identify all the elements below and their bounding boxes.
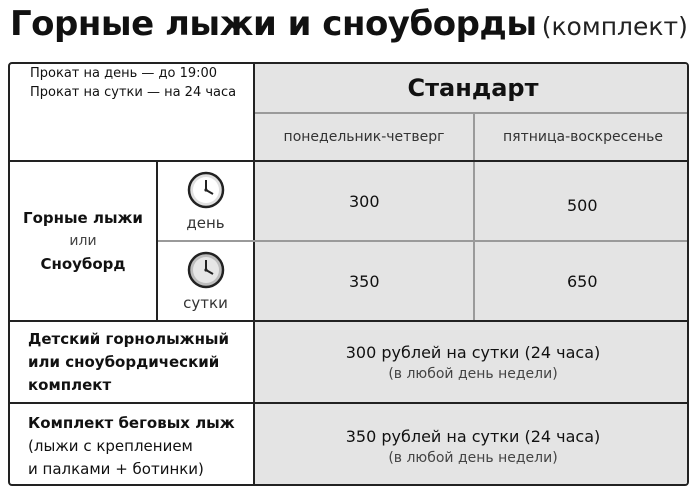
rental-info — [10, 64, 253, 160]
divider — [255, 112, 689, 114]
kids-label — [10, 322, 253, 402]
rental-24h-text: Прокат на сутки — на 24 часа — [30, 85, 237, 100]
price-value: 500 — [567, 196, 598, 215]
divider — [158, 240, 689, 242]
price-day-weekend — [475, 162, 689, 240]
period-24h-label: сутки — [183, 294, 228, 312]
price-value: 350 — [349, 272, 380, 291]
cross-country-line2: (лыжи с креплением — [28, 436, 193, 455]
cross-country-note: (в любой день недели) — [388, 449, 558, 466]
title-sub: (комплект) — [541, 12, 688, 41]
cross-country-line1: Комплект беговых лыж — [28, 413, 235, 432]
divider — [10, 402, 689, 404]
period-day-label: день — [186, 214, 225, 232]
price-value: 650 — [567, 272, 598, 291]
divider — [10, 160, 689, 162]
page-title — [10, 4, 688, 44]
divider — [253, 64, 255, 486]
kids-line3: комплект — [28, 375, 112, 394]
price-table — [8, 62, 689, 486]
equipment-label — [10, 162, 156, 320]
kids-line1: Детский горнолыжный — [28, 329, 230, 348]
kids-price-cell — [255, 322, 689, 402]
cross-country-price-cell — [255, 404, 689, 486]
clock-icon — [186, 170, 226, 210]
price-24h-weekday — [255, 242, 473, 320]
kids-note: (в любой день недели) — [388, 365, 558, 382]
equipment-or: или — [69, 233, 97, 249]
tariff-standard-header: Стандарт — [255, 64, 689, 112]
price-day-weekday — [255, 162, 473, 240]
rental-day-text: Прокат на день — до 19:00 — [30, 66, 218, 81]
weekdays-header: понедельник-четверг — [255, 114, 473, 160]
equipment-ski: Горные лыжи — [23, 209, 143, 227]
kids-price: 300 рублей на сутки (24 часа) — [345, 342, 601, 362]
clock-icon — [186, 250, 226, 290]
kids-line2: или сноубордический — [28, 352, 220, 371]
title-main: Горные лыжи и сноуборды — [10, 4, 537, 44]
period-day — [158, 162, 253, 240]
cross-country-label — [10, 404, 253, 486]
period-24h — [158, 242, 253, 320]
weekend-header: пятница-воскресенье — [475, 114, 689, 160]
equipment-snowboard: Сноуборд — [40, 255, 126, 273]
cross-country-line3: и палками + ботинки) — [28, 459, 204, 478]
divider — [10, 320, 689, 322]
cross-country-price: 350 рублей на сутки (24 часа) — [345, 426, 601, 446]
divider — [473, 112, 475, 322]
price-24h-weekend — [475, 242, 689, 320]
price-value: 300 — [349, 192, 380, 211]
